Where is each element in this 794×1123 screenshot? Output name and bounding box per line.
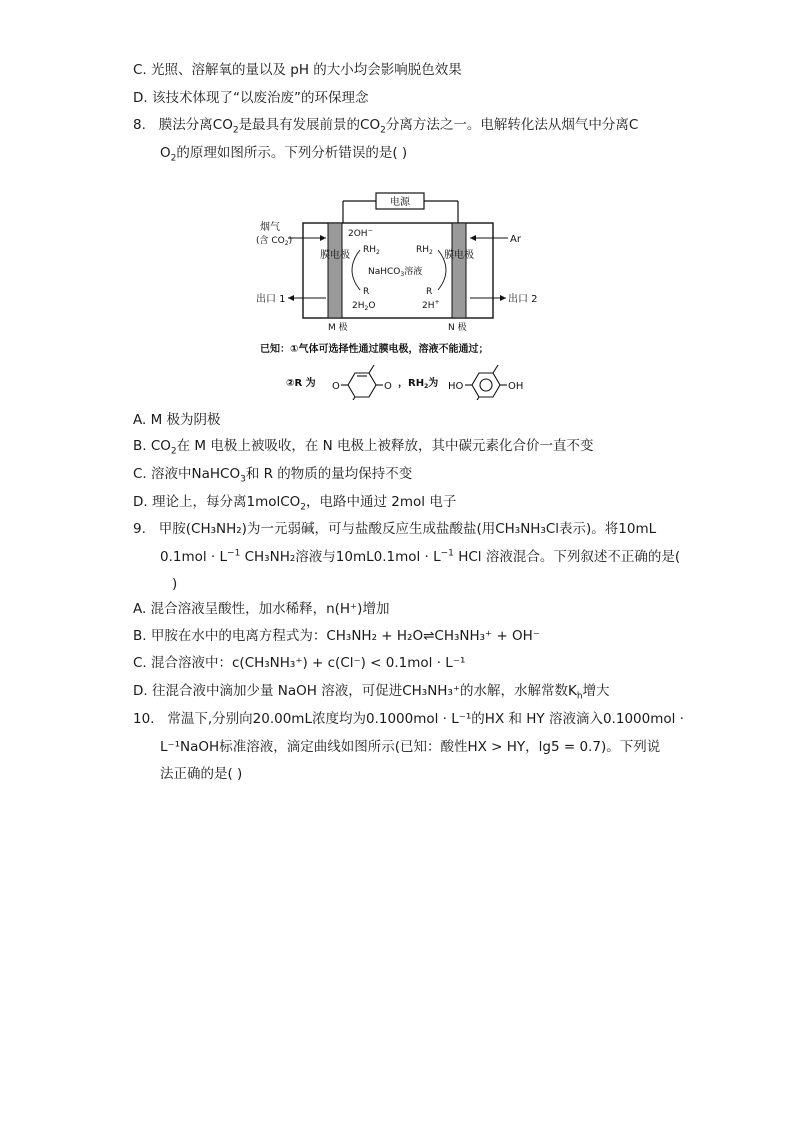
q8-stem-line2: $O_2$的原理如图所示。下列分析错误的是( ) <box>160 145 408 164</box>
hydroxide-label: 2OH− <box>348 227 373 239</box>
svg-text:O: O <box>332 381 340 392</box>
q9-option-b: B. 甲胺在水中的电离方程式为：CH₃NH₂ + H₂O⇌CH₃NH₃⁺ + OH⁻ <box>133 628 540 644</box>
q9-option-a: A. 混合溶液呈酸性，加水稀释，n(H⁺)增加 <box>133 601 390 617</box>
membrane-electrode-m <box>328 223 342 318</box>
solution-label: NaHCO$_3$溶液 <box>368 267 423 278</box>
outlet-1-label: 出口 1 <box>256 294 286 305</box>
rh2-left-label: $RH_2$ <box>363 245 380 256</box>
q9-option-c: C. 混合溶液中：c(CH₃NH₃⁺) + c(Cl⁻) < 0.1mol · L⁻¹ <box>133 655 466 671</box>
q9-number: 9. <box>133 521 146 537</box>
electrolysis-diagram <box>248 190 548 400</box>
svg-text:O: O <box>384 381 392 392</box>
membrane-label-n: 膜电极 <box>444 250 474 261</box>
m-pole-label: M 极 <box>328 323 348 333</box>
q9-stem-line2: $0.1mol \cdot L^{-1}$ CH₃NH₂溶液与$10mL0.1mol \cdot L^{-1}$ HCl 溶液混合。下列叙述不正确的是( <box>160 548 681 565</box>
q8-option-a: A. M 极为阴极 <box>133 412 221 428</box>
membrane-label-m: 膜电极 <box>320 250 350 261</box>
q10-stem-line2: L⁻¹NaOH标准溶液，滴定曲线如图所示(已知：酸性HX > HY，lg5 = 0.7)。下列说 <box>160 739 661 755</box>
q7-option-d: D. 该技术体现了“以废治废”的环保理念 <box>133 90 369 106</box>
q8-option-d: D. 理论上，每分离1molCO$_2$，电路中通过 2mol 电子 <box>133 494 457 513</box>
q10-stem-line1: 10. 常温下,分别向20.00mL浓度均为0.1000mol · L⁻¹的HX 和 HY 溶液滴入0.1000mol · <box>133 711 684 727</box>
r-right-label: R <box>426 287 433 297</box>
q9-stem-line3: ) <box>172 576 178 592</box>
q9-stem-line1: 9. 甲胺(CH₃NH₂)为一元弱碱，可与盐酸反应生成盐酸盐(用CH₃NH₃Cl表示)。将10mL <box>133 521 657 537</box>
q9-option-d: D. 往混合液中滴加少量 NaOH 溶液，可促进CH₃NH₃⁺的水解，水解常数$K_h$增大 <box>133 683 610 702</box>
n-pole-label: N 极 <box>448 323 467 333</box>
q7-option-c: C. 光照、溶解氧的量以及 pH 的大小均会影响脱色效果 <box>133 62 462 78</box>
q8-option-b: B. $CO_2$在 M 电极上被吸收，在 N 电极上被释放，其中碳元素化合价一直不变 <box>133 438 594 457</box>
q8-option-c: C. 溶液中NaHCO$_3$和 R 的物质的量均保持不变 <box>133 466 413 485</box>
power-label: 电源 <box>390 197 410 208</box>
flue-gas-label: 烟气 <box>260 222 280 233</box>
r-left-label: R <box>363 287 370 297</box>
hydroquinone-structure <box>465 365 507 400</box>
outlet-2-label: 出口 2 <box>508 294 538 305</box>
known-note-1: 已知：①气体可选择性通过膜电极，溶液不能通过； <box>260 344 489 355</box>
rh2-right-label: $RH_2$ <box>416 245 433 256</box>
hydroquinone-oh: OH <box>508 381 524 392</box>
hydroquinone-ho: HO <box>448 381 464 392</box>
known-note-2-label: ②R 为 <box>286 378 316 389</box>
q8-stem-line1: 8. 膜法分离$CO_2$是最具有发展前景的$CO_2$分离方法之一。电解转化法从烟气中分离C <box>133 117 639 136</box>
argon-label: Ar <box>510 234 521 245</box>
membrane-electrode-n <box>452 223 466 318</box>
quinone-structure <box>332 365 392 400</box>
hydrogen-ion-label: 2H+ <box>422 299 440 311</box>
water-label: $2H_2O$ <box>352 301 376 312</box>
known-note-2-rh2: ，$RH_2$为 <box>398 378 439 390</box>
q10-number: 10. <box>133 711 155 727</box>
flue-gas-co2: (含 $CO_2$) <box>256 236 293 247</box>
q8-number: 8. <box>133 117 146 133</box>
q10-stem-line3: 法正确的是( ) <box>160 766 243 782</box>
